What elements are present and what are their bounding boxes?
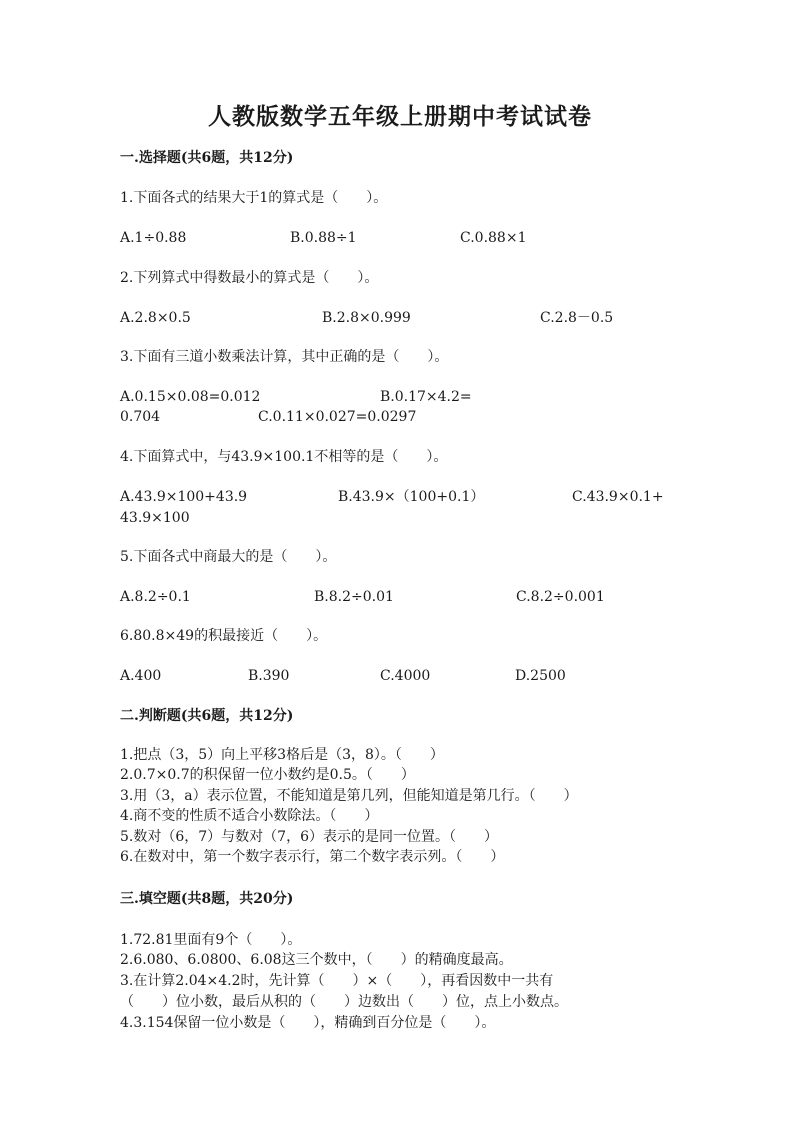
q4-option-c-cont: 43.9×100 [120,510,190,526]
judgement-item-5: 5.数对（6，7）与数对（7，6）表示的是同一位置。（ ） [120,829,498,845]
q1-stem: 1.下面各式的结果大于1的算式是（ ）。 [120,190,388,206]
q2-option-a: A.2.8×0.5 [120,310,191,326]
q3-option-b: B.0.17×4.2= [380,389,472,405]
q1-option-b: B.0.88÷1 [290,230,357,246]
section-heading-judgement: 二.判断题(共6题，共12分) [120,708,294,724]
q5-option-c: C.8.2÷0.001 [516,589,605,605]
q5-stem: 5.下面各式中商最大的是（ ）。 [120,549,337,565]
fill-item-2: 2.6.080、6.0800、6.08这三个数中，（ ）的精确度最高。 [120,952,513,968]
q1-option-a: A.1÷0.88 [120,230,187,246]
q1-option-c: C.0.88×1 [460,230,527,246]
fill-item-3: 3.在计算2.04×4.2时，先计算（ ）×（ ），再看因数中一共有 [120,973,554,989]
section-heading-fill-in: 三.填空题(共8题，共20分) [120,891,294,907]
q2-stem: 2.下列算式中得数最小的算式是（ ）。 [120,270,379,286]
judgement-item-6: 6.在数对中，第一个数字表示行，第二个数字表示列。（ ） [120,849,505,865]
q6-option-c: C.4000 [380,668,431,684]
q4-option-c: C.43.9×0.1+ [572,489,664,505]
q6-option-d: D.2500 [515,668,566,684]
judgement-item-3: 3.用（3，a）表示位置，不能知道是第几列，但能知道是第几行。（ ） [120,788,578,804]
q4-stem: 4.下面算式中，与43.9×100.1不相等的是（ ）。 [120,449,448,465]
q6-option-b: B.390 [248,668,290,684]
q5-option-a: A.8.2÷0.1 [120,589,191,605]
q2-option-c: C.2.8－0.5 [540,310,614,326]
q4-option-b: B.43.9×（100+0.1） [338,489,485,505]
q3-option-c: C.0.11×0.027=0.0297 [258,409,417,425]
q3-option-b-cont: 0.704 [120,409,161,425]
judgement-item-2: 2.0.7×0.7的积保留一位小数约是0.5。（ ） [120,767,415,783]
page-title: 人教版数学五年级上册期中考试试卷 [208,103,592,130]
judgement-item-1: 1.把点（3，5）向上平移3格后是（3，8）。（ ） [120,747,444,763]
fill-item-3-cont: （ ）位小数，最后从积的（ ）边数出（ ）位，点上小数点。 [120,994,568,1010]
section-heading-choice: 一.选择题(共6题，共12分) [120,150,294,166]
judgement-item-4: 4.商不变的性质不适合小数除法。（ ） [120,808,379,824]
q3-option-a: A.0.15×0.08=0.012 [120,389,261,405]
fill-item-4: 4.3.154保留一位小数是（ ），精确到百分位是（ ）。 [120,1015,496,1031]
q5-option-b: B.8.2÷0.01 [314,589,394,605]
q4-option-a: A.43.9×100+43.9 [120,489,248,505]
q6-stem: 6.80.8×49的积最接近（ ）。 [120,628,328,644]
q2-option-b: B.2.8×0.999 [322,310,411,326]
q3-stem: 3.下面有三道小数乘法计算，其中正确的是（ ）。 [120,349,449,365]
fill-item-1: 1.72.81里面有9个（ ）。 [120,932,302,948]
q6-option-a: A.400 [120,668,162,684]
